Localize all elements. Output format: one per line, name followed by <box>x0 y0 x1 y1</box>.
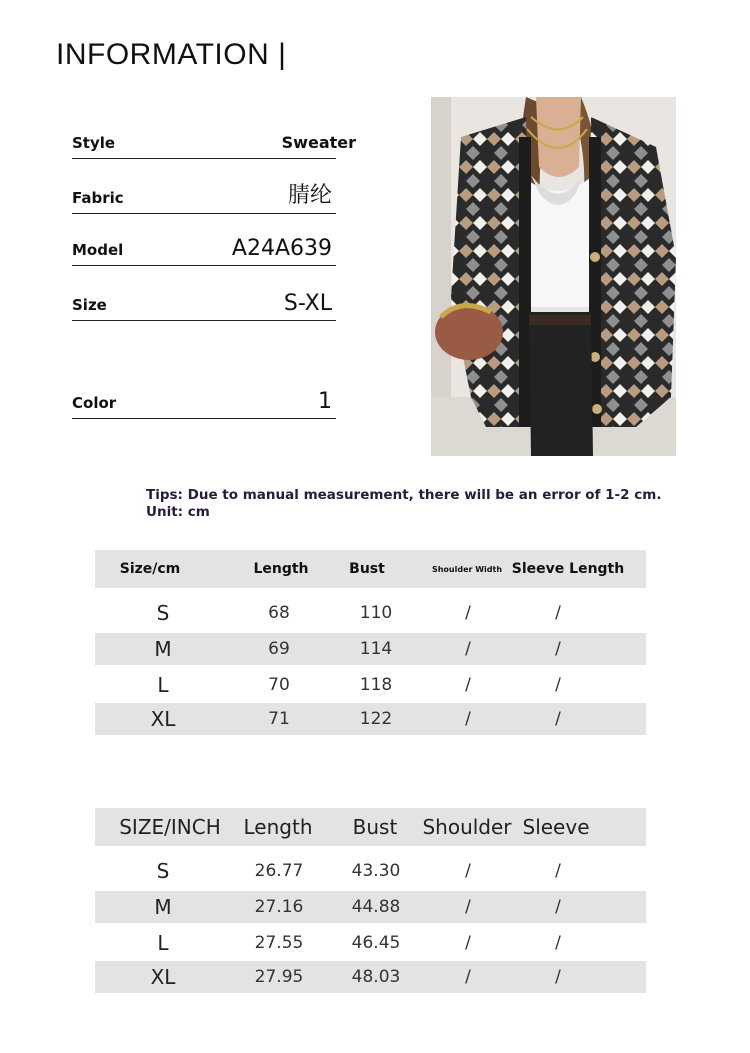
cell: 70 <box>268 675 290 695</box>
cell: 27.95 <box>254 967 304 987</box>
cell: / <box>465 709 471 729</box>
table-row <box>95 669 646 701</box>
header-sleeve: Sleeve Length <box>511 561 625 577</box>
cell: 44.88 <box>351 897 401 917</box>
info-row-color <box>72 388 336 419</box>
cell: 69 <box>268 639 290 659</box>
table-header <box>95 808 646 846</box>
cell: 27.16 <box>254 897 304 917</box>
info-value: 1 <box>318 389 332 414</box>
cell: / <box>465 897 471 917</box>
table-row <box>95 855 646 887</box>
cell: / <box>555 603 561 623</box>
info-label: Fabric <box>72 189 124 207</box>
cell: / <box>555 897 561 917</box>
table-row <box>95 891 646 923</box>
cell: 48.03 <box>351 967 401 987</box>
cell: / <box>555 639 561 659</box>
cell: / <box>465 967 471 987</box>
page-title: INFORMATION | <box>56 38 287 71</box>
unit-line: Unit: cm <box>146 504 210 520</box>
info-value: Sweater <box>281 133 356 152</box>
cell: 26.77 <box>254 861 304 881</box>
cell: / <box>555 967 561 987</box>
cell: L <box>157 673 169 697</box>
table-row <box>95 633 646 665</box>
cell: L <box>157 931 169 955</box>
cell: / <box>465 675 471 695</box>
cell: 27.55 <box>254 933 304 953</box>
header-size: SIZE/INCH <box>119 815 221 839</box>
cell: / <box>555 675 561 695</box>
cell: XL <box>150 707 176 731</box>
table-row <box>95 961 646 993</box>
cell: / <box>465 603 471 623</box>
table-row <box>95 597 646 629</box>
cell: 43.30 <box>351 861 401 881</box>
cell: XL <box>150 965 176 989</box>
header-shoulder: Shoulder Width <box>431 564 503 574</box>
info-label: Size <box>72 296 107 314</box>
model-wearing-cardigan-image <box>431 97 676 456</box>
cell: / <box>465 861 471 881</box>
table-row <box>95 927 646 959</box>
cell: S <box>156 601 170 625</box>
info-row-model <box>72 235 336 266</box>
header-length: Length <box>243 815 313 839</box>
info-label: Style <box>72 134 116 152</box>
header-shoulder: Shoulder <box>422 815 512 839</box>
measurement-tips <box>146 487 661 521</box>
cell: 68 <box>268 603 290 623</box>
info-value: A24A639 <box>231 236 332 261</box>
cell: / <box>465 639 471 659</box>
info-value: S-XL <box>283 291 332 316</box>
cell: M <box>154 637 172 661</box>
cell: S <box>156 859 170 883</box>
info-row-size <box>72 290 336 321</box>
cell: 46.45 <box>351 933 401 953</box>
cell: 114 <box>359 639 393 659</box>
cell: / <box>465 933 471 953</box>
cell: 110 <box>359 603 393 623</box>
cell: / <box>555 709 561 729</box>
header-bust: Bust <box>349 561 385 577</box>
header-sleeve: Sleeve <box>522 815 590 839</box>
product-photo <box>431 97 676 456</box>
cell: 71 <box>268 709 290 729</box>
info-label: Model <box>72 241 124 259</box>
cell: / <box>555 861 561 881</box>
info-row-style <box>72 128 356 159</box>
table-header <box>95 550 646 588</box>
info-row-fabric <box>72 183 336 214</box>
header-bust: Bust <box>352 815 398 839</box>
header-length: Length <box>253 561 309 577</box>
cell: 122 <box>359 709 393 729</box>
cell: / <box>555 933 561 953</box>
tips-line: Tips: Due to manual measurement, there will be an error of 1-2 cm. <box>146 487 662 503</box>
cell: M <box>154 895 172 919</box>
table-row <box>95 703 646 735</box>
info-value: 腈纶 <box>287 183 332 208</box>
cell: 118 <box>359 675 393 695</box>
header-size: Size/cm <box>119 561 181 577</box>
info-label: Color <box>72 394 117 412</box>
